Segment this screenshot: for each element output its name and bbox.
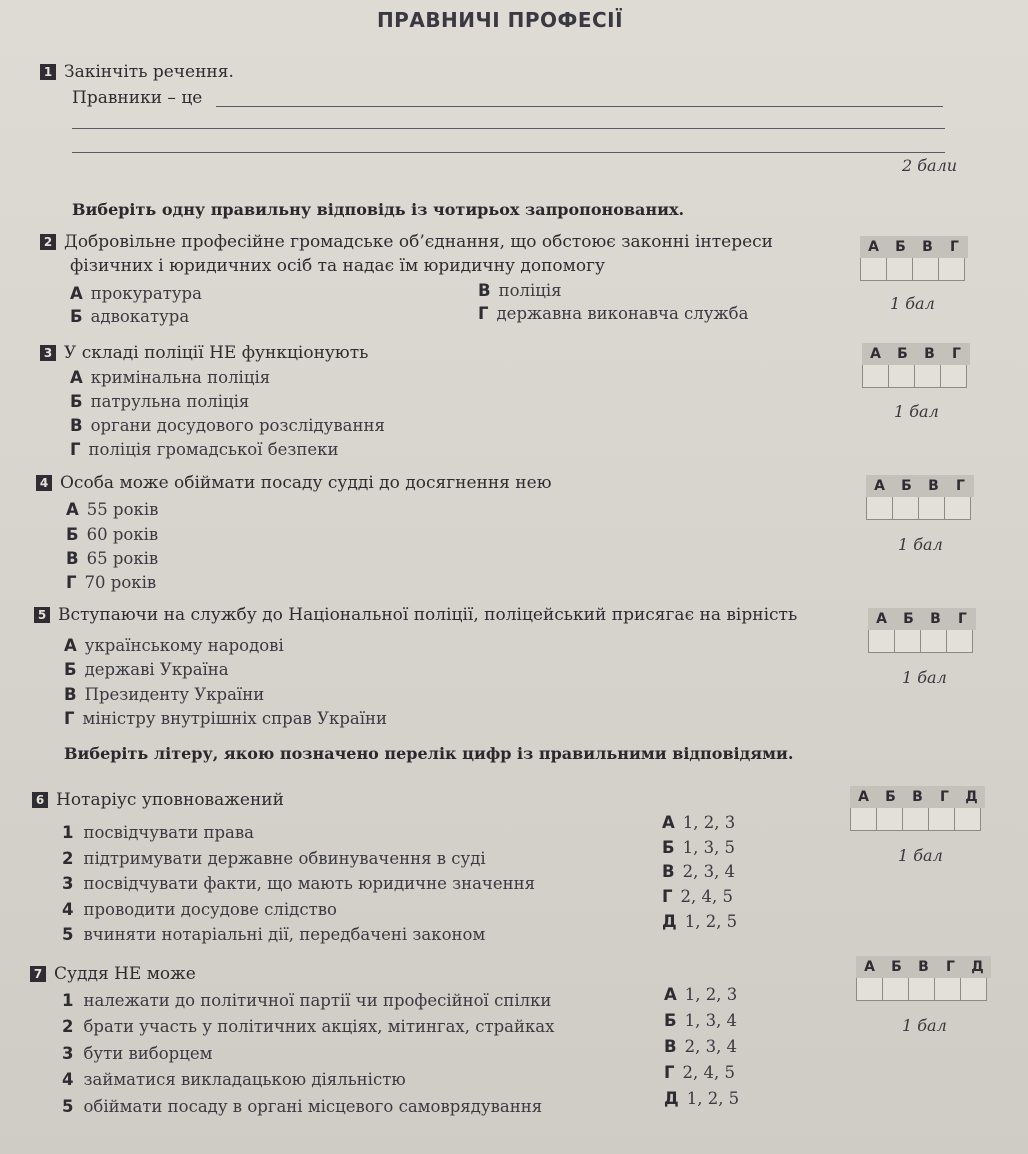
list-item: 3 бути виборцем	[62, 1044, 213, 1063]
list-item: 1 посвідчувати права	[62, 823, 255, 842]
option-g: Г поліція громадської безпеки	[70, 440, 339, 459]
question-text: Особа може обіймати посаду судді до досягнення нею	[60, 473, 552, 493]
answer-option: Д 1, 2, 5	[662, 912, 738, 931]
answer-option: В 2, 3, 4	[662, 862, 736, 881]
list-item: 4 займатися викладацькою діяльністю	[62, 1070, 406, 1089]
question-number: 5	[34, 607, 50, 623]
score-label: 1 бал	[902, 668, 947, 687]
list-item: 2 підтримувати державне обвинувачення в суді	[62, 849, 486, 868]
option-v: В поліція	[478, 281, 562, 300]
option-v: В Президенту України	[64, 685, 265, 704]
score-label: 1 бал	[898, 846, 943, 865]
question-text: Нотаріус уповноважений	[56, 790, 284, 810]
page-title: ПРАВНИЧІ ПРОФЕСІЇ	[376, 8, 624, 32]
list-item: 5 вчиняти нотаріальні дії, передбачені законом	[62, 925, 486, 944]
question-text: Закінчіть речення.	[64, 62, 234, 82]
score-label: 1 бал	[902, 1016, 947, 1035]
question-6	[32, 790, 284, 810]
option-g: Г 70 років	[66, 573, 157, 592]
instruction: Виберіть літеру, якою позначено перелік цифр із правильними відповідями.	[64, 744, 794, 763]
question-number: 7	[30, 966, 46, 982]
answer-option: А 1, 2, 3	[662, 813, 736, 832]
answer-option: Д 1, 2, 5	[664, 1089, 740, 1108]
list-item: 5 обіймати посаду в органі місцевого самоврядування	[62, 1097, 543, 1116]
score-label: 1 бал	[890, 294, 935, 313]
question-1-lead: Правники – це	[72, 88, 203, 108]
question-3	[40, 343, 368, 363]
question-number: 3	[40, 345, 56, 361]
question-1	[40, 62, 234, 82]
score-label: 2 бали	[902, 156, 958, 175]
answer-grid[interactable]: А Б В Г Д	[856, 956, 991, 1001]
option-v: В 65 років	[66, 549, 159, 568]
score-label: 1 бал	[894, 402, 939, 421]
question-text: Вступаючи на службу до Національної поліції, поліцейський присягає на вірність	[58, 605, 798, 625]
question-5	[34, 605, 797, 625]
question-text-cont: фізичних і юридичних осіб та надає їм юридичну допомогу	[70, 256, 606, 276]
option-a: А кримінальна поліція	[70, 368, 271, 387]
question-2	[40, 232, 773, 252]
option-a: А прокуратура	[70, 284, 202, 303]
answer-grid[interactable]: А Б В Г	[868, 608, 976, 653]
answer-grid[interactable]: А Б В Г	[862, 343, 970, 388]
option-b: Б державі Україна	[64, 660, 229, 679]
answer-grid[interactable]: А Б В Г Д	[850, 786, 985, 831]
answer-option: Б 1, 3, 5	[662, 838, 736, 857]
option-g: Г державна виконавча служба	[478, 304, 749, 323]
question-number: 2	[40, 234, 56, 250]
question-text: Добровільне професійне громадське об’єднання, що обстоює законні інтереси	[64, 232, 773, 252]
option-b: Б адвокатура	[70, 307, 190, 326]
answer-line[interactable]	[72, 152, 945, 153]
score-label: 1 бал	[898, 535, 943, 554]
answer-option: А 1, 2, 3	[664, 985, 738, 1004]
answer-grid[interactable]: А Б В Г	[866, 475, 974, 520]
answer-option: Б 1, 3, 4	[664, 1011, 738, 1030]
option-a: А 55 років	[66, 500, 159, 519]
answer-line[interactable]	[72, 128, 945, 129]
instruction: Виберіть одну правильну відповідь із чотирьох запропонованих.	[72, 200, 685, 219]
question-4	[36, 473, 552, 493]
list-item: 2 брати участь у політичних акціях, мітингах, страйках	[62, 1017, 555, 1036]
question-number: 6	[32, 792, 48, 808]
answer-line[interactable]	[216, 106, 943, 107]
answer-grid[interactable]: А Б В Г	[860, 236, 968, 281]
option-b: Б 60 років	[66, 525, 159, 544]
option-v: В органи досудового розслідування	[70, 416, 385, 435]
question-number: 4	[36, 475, 52, 491]
answer-option: В 2, 3, 4	[664, 1037, 738, 1056]
option-a: А українському народові	[64, 636, 284, 655]
list-item: 4 проводити досудове слідство	[62, 900, 337, 919]
question-7	[30, 964, 196, 984]
question-number: 1	[40, 64, 56, 80]
option-b: Б патрульна поліція	[70, 392, 250, 411]
question-text: Суддя НЕ може	[54, 964, 196, 984]
list-item: 1 належати до політичної партії чи професійної спілки	[62, 991, 552, 1010]
question-text: У складі поліції НЕ функціонують	[64, 343, 369, 363]
answer-option: Г 2, 4, 5	[664, 1063, 735, 1082]
option-g: Г міністру внутрішніх справ України	[64, 709, 387, 728]
list-item: 3 посвідчувати факти, що мають юридичне значення	[62, 874, 535, 893]
answer-option: Г 2, 4, 5	[662, 887, 733, 906]
